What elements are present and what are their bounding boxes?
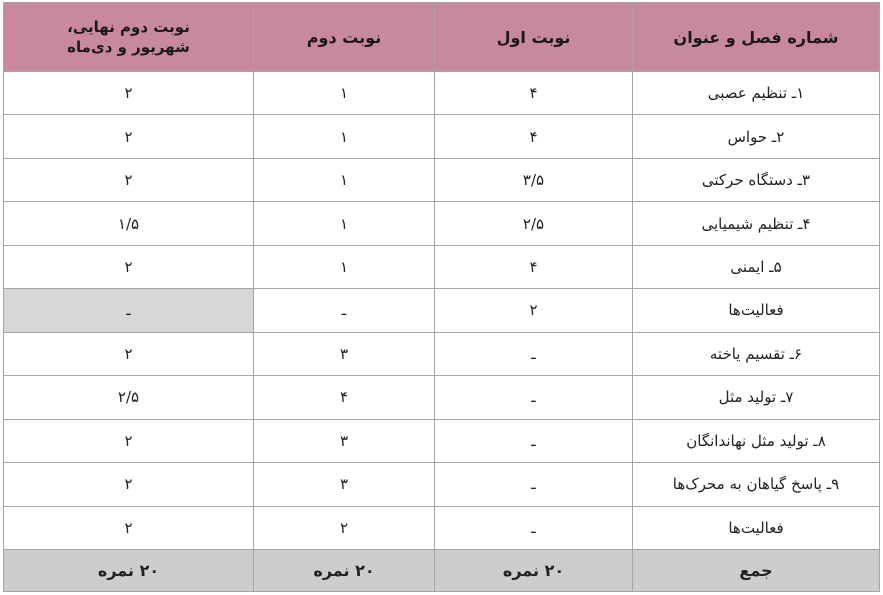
- total-row: [4, 550, 880, 592]
- grade-distribution-table-wrapper: [3, 2, 879, 592]
- header-row: [4, 3, 880, 72]
- row-subject: ۱ـ تنظیم عصبی: [633, 72, 880, 115]
- row-first: ۲/۵: [435, 202, 633, 245]
- row-second: ـ: [254, 289, 435, 332]
- table-row: [4, 289, 880, 332]
- total-first: ۲۰ نمره: [435, 550, 633, 592]
- table-row: [4, 158, 880, 201]
- row-final: ۲: [4, 506, 254, 549]
- row-second: ۱: [254, 115, 435, 158]
- table-row: [4, 463, 880, 506]
- header-final-term: [4, 3, 254, 72]
- row-final: ۲: [4, 72, 254, 115]
- total-second: ۲۰ نمره: [254, 550, 435, 592]
- table-row: [4, 245, 880, 288]
- row-subject: فعالیت‌ها: [633, 289, 880, 332]
- row-first: ـ: [435, 506, 633, 549]
- row-subject: ۹ـ پاسخ گیاهان به محرک‌ها: [633, 463, 880, 506]
- row-second: ۲: [254, 506, 435, 549]
- row-first: ـ: [435, 463, 633, 506]
- row-second: ۳: [254, 419, 435, 462]
- table-row: [4, 332, 880, 375]
- table-row: [4, 115, 880, 158]
- row-subject: ۷ـ تولید مثل: [633, 376, 880, 419]
- row-final-shaded: ـ: [4, 289, 254, 332]
- row-second: ۳: [254, 463, 435, 506]
- table-row: [4, 72, 880, 115]
- row-subject: فعالیت‌ها: [633, 506, 880, 549]
- total-final: ۲۰ نمره: [4, 550, 254, 592]
- total-label: جمع: [633, 550, 880, 592]
- table-header: [4, 3, 880, 72]
- row-second: ۱: [254, 72, 435, 115]
- row-second: ۱: [254, 158, 435, 201]
- row-final: ۲/۵: [4, 376, 254, 419]
- row-subject: ۴ـ تنظیم شیمیایی: [633, 202, 880, 245]
- row-subject: ۳ـ دستگاه حرکتی: [633, 158, 880, 201]
- header-subject: شماره فصل و عنوان: [633, 3, 880, 72]
- row-subject: ۲ـ حواس: [633, 115, 880, 158]
- header-final-line2: شهریور و دی‌ماه: [67, 38, 190, 56]
- row-final: ۲: [4, 115, 254, 158]
- row-second: ۱: [254, 202, 435, 245]
- row-second: ۳: [254, 332, 435, 375]
- row-second: ۴: [254, 376, 435, 419]
- header-final-line1: نوبت دوم نهایی،: [67, 17, 190, 36]
- table-row: [4, 419, 880, 462]
- table-row: [4, 202, 880, 245]
- row-first: ۳/۵: [435, 158, 633, 201]
- row-final: ۲: [4, 419, 254, 462]
- header-first-term: نوبت اول: [435, 3, 633, 72]
- row-first: ۴: [435, 72, 633, 115]
- row-final: ۱/۵: [4, 202, 254, 245]
- table-footer: [4, 550, 880, 592]
- row-final: ۲: [4, 158, 254, 201]
- row-first: ۴: [435, 115, 633, 158]
- header-second-term: نوبت دوم: [254, 3, 435, 72]
- row-subject: ۵ـ ایمنی: [633, 245, 880, 288]
- row-first: ۴: [435, 245, 633, 288]
- row-subject: ۸ـ تولید مثل نهاندانگان: [633, 419, 880, 462]
- row-final: ۲: [4, 245, 254, 288]
- table-row: [4, 376, 880, 419]
- row-final: ۲: [4, 332, 254, 375]
- row-second: ۱: [254, 245, 435, 288]
- grade-distribution-table: [3, 2, 880, 592]
- row-first: ـ: [435, 376, 633, 419]
- row-first: ـ: [435, 419, 633, 462]
- row-first: ـ: [435, 332, 633, 375]
- row-final: ۲: [4, 463, 254, 506]
- row-first: ۲: [435, 289, 633, 332]
- table-row: [4, 506, 880, 549]
- row-subject: ۶ـ تقسیم یاخته: [633, 332, 880, 375]
- table-body: [4, 72, 880, 550]
